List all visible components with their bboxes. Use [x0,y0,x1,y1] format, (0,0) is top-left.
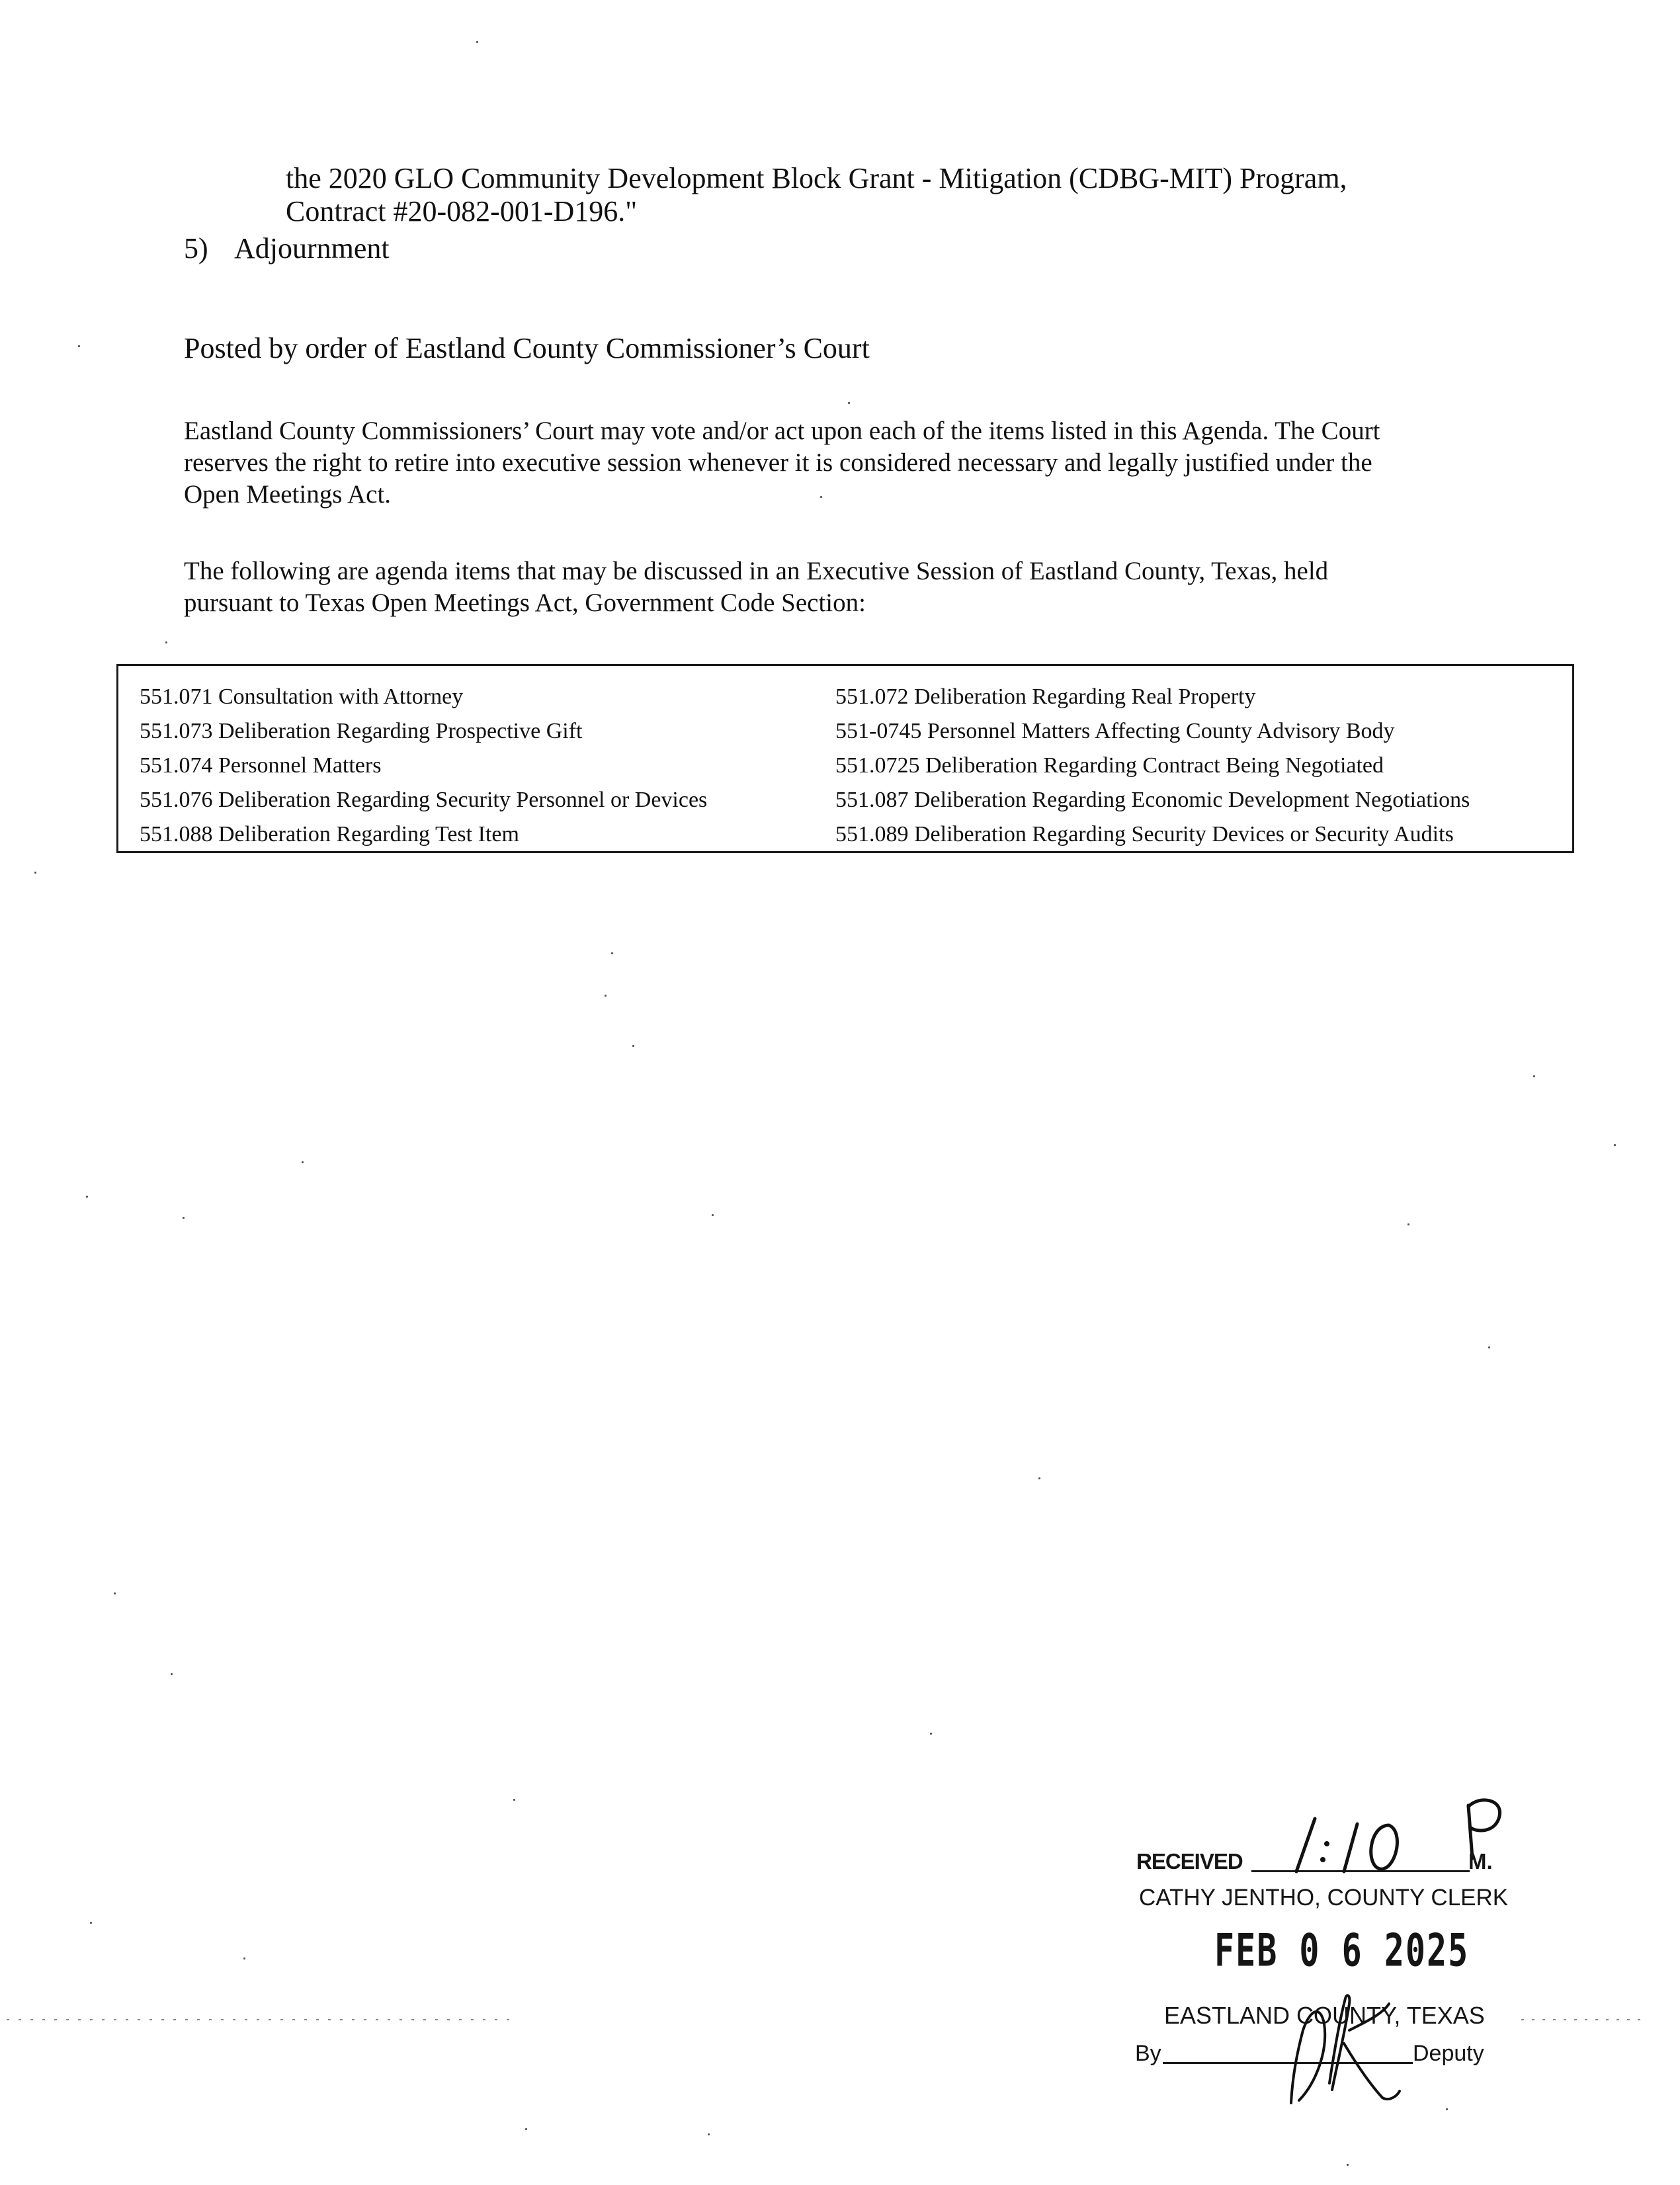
scan-speck [632,1045,634,1047]
statute-left-5: 551.088 Deliberation Regarding Test Item [140,822,519,846]
executive-notice-line-1: The following are agenda items that may be discussed in an Executive Session of Eastland County, Texas, held [184,557,1329,585]
scan-speck [183,1217,185,1219]
received-label: RECEIVED [1136,1849,1243,1874]
scan-speck [34,872,36,874]
scan-speck [930,1733,932,1735]
scan-speck [708,2133,710,2135]
deputy-label: Deputy [1413,2041,1484,2066]
statute-right-1: 551.072 Deliberation Regarding Real Property [835,684,1256,709]
scan-speck [114,1592,116,1594]
scan-speck [611,952,613,954]
executive-notice-paragraph [184,556,1328,619]
scan-speck [171,1673,173,1675]
adjournment-label: Adjournment [234,232,390,265]
adjournment-number: 5) [184,232,208,265]
scan-speck [525,2128,527,2130]
scan-speck [90,1922,92,1924]
court-notice-line-1: Eastland County Commissioners’ Court may vote and/or act upon each of the items listed in this Agenda. The Court [184,417,1380,445]
deputy-signature [1283,1984,1402,2110]
court-notice-line-2: reserves the right to retire into executive session whenever it is considered necessary and legally justified under the [184,448,1372,477]
statute-left-2: 551.073 Deliberation Regarding Prospective Gift [140,719,583,743]
scan-speck [165,641,167,643]
statute-right-4: 551.087 Deliberation Regarding Economic Development Negotiations [835,788,1470,812]
handwritten-time [1283,1805,1429,1878]
scan-speck [820,496,822,498]
scan-artifact-line [0,2016,1680,2024]
scan-speck [1488,1346,1490,1348]
scan-speck [243,1958,245,1959]
scan-speck [513,1799,515,1801]
scan-speck [1347,2164,1349,2166]
scan-speck [1038,1477,1040,1479]
scan-speck [848,402,850,404]
received-date: FEB 0 6 2025 [1214,1924,1470,1977]
scan-speck [1407,1223,1409,1225]
scan-speck [86,1196,88,1198]
statute-left-3: 551.074 Personnel Matters [140,753,382,778]
continuation-line-2: Contract #20-082-001-D196." [286,195,638,227]
scan-speck [78,345,80,347]
scan-speck [476,41,478,43]
county-name: EASTLAND COUNTY, TEXAS [1164,2002,1485,2029]
county-clerk-name: CATHY JENTHO, COUNTY CLERK [1139,1885,1509,1911]
continuation-line-1: the 2020 GLO Community Development Block Grant - Mitigation (CDBG-MIT) Program, [286,162,1347,194]
by-label: By [1135,2041,1161,2066]
statute-left-4: 551.076 Deliberation Regarding Security Personnel or Devices [140,788,708,812]
court-notice-line-3: Open Meetings Act. [184,480,392,509]
executive-notice-line-2: pursuant to Texas Open Meetings Act, Government Code Section: [184,589,866,617]
scan-speck [302,1161,304,1163]
statute-table [116,664,1574,853]
statute-left-1: 551.071 Consultation with Attorney [140,684,464,709]
scan-speck [605,995,607,997]
statute-right-5: 551.089 Deliberation Regarding Security Devices or Security Audits [835,822,1454,846]
statute-right-2: 551-0745 Personnel Matters Affecting County Advisory Body [835,719,1395,743]
scan-speck [1446,2108,1448,2110]
statute-right-3: 551.0725 Deliberation Regarding Contract Being Negotiated [835,753,1384,778]
posted-by-line: Posted by order of Eastland County Commissioner’s Court [184,332,870,364]
scan-speck [712,1214,714,1216]
court-notice-paragraph [184,415,1380,511]
scan-speck [1614,1144,1616,1146]
meridiem-suffix: M. [1468,1849,1493,1874]
scan-speck [1533,1075,1535,1077]
